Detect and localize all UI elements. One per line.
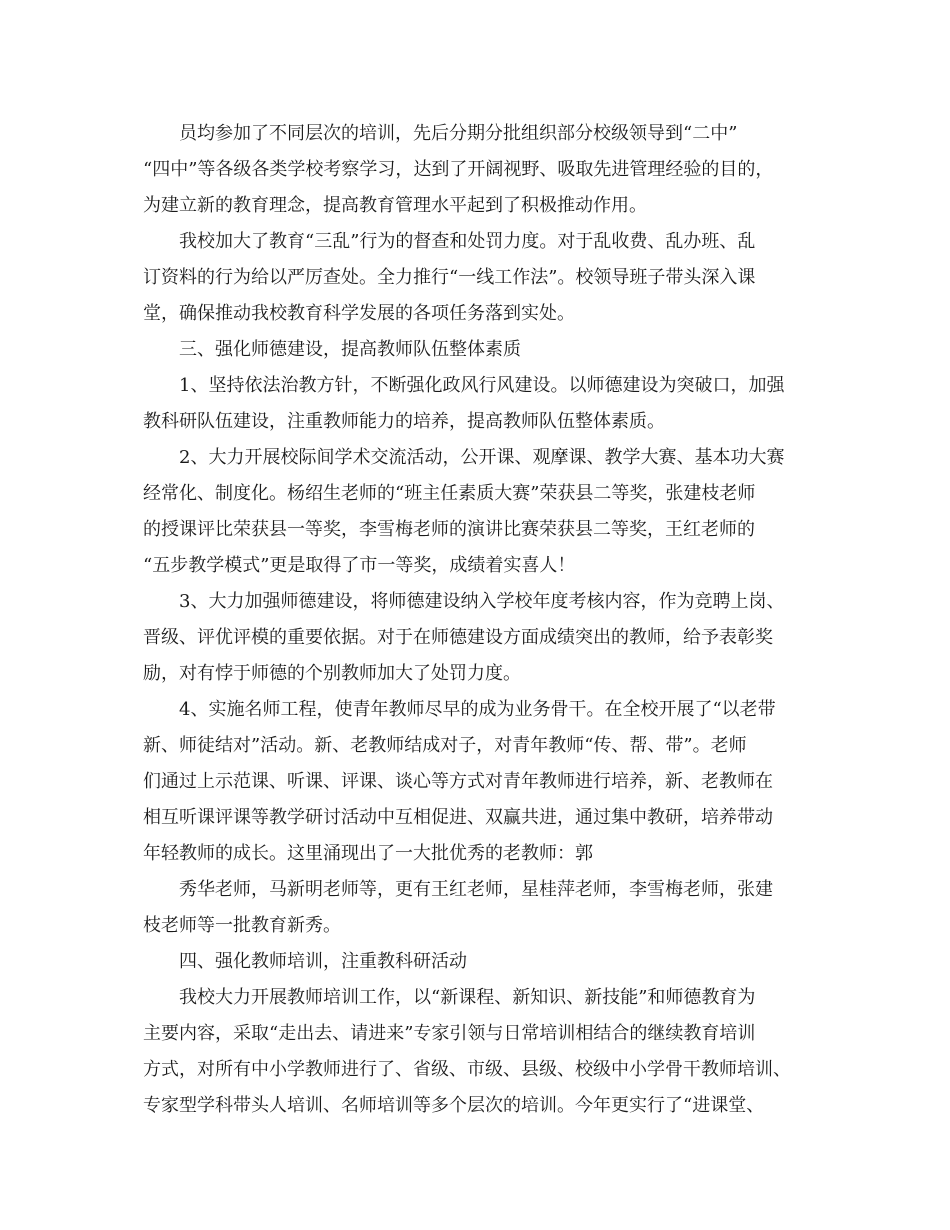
text-line: 相互听课评课等教学研讨活动中互相促进、双赢共进，通过集中教研，培养带动 [143, 807, 773, 828]
text-line: 1、坚持依法治教方针，不断强化政风行风建设。以师德建设为突破口，加强 [179, 375, 785, 396]
text-line: 新、师徒结对”活动。新、老教师结成对子，对青年教师“传、帮、带”。老师 [143, 735, 747, 756]
text-line: “五步教学模式”更是取得了市一等奖，成绩着实喜人！ [143, 555, 576, 576]
text-line: 们通过上示范课、听课、评课、谈心等方式对青年教师进行培养，新、老教师在 [143, 771, 773, 792]
text-line: 枝老师等一批教育新秀。 [143, 915, 341, 936]
text-line: 秀华老师，马新明老师等，更有王红老师，星桂萍老师，李雪梅老师，张建 [179, 879, 773, 900]
text-line: 2、大力开展校际间学术交流活动，公开课、观摩课、教学大赛、基本功大赛 [179, 447, 785, 468]
text-line: 3、大力加强师德建设，将师德建设纳入学校年度考核内容，作为竞聘上岗、 [179, 591, 785, 612]
text-line: 专家型学科带头人培训、名师培训等多个层次的培训。今年更实行了“进课堂、 [143, 1095, 765, 1116]
text-line: 经常化、制度化。杨绍生老师的“班主任素质大赛”荣获县二等奖，张建枝老师 [143, 483, 756, 504]
text-line: 四、强化教师培训，注重教科研活动 [179, 951, 467, 972]
text-line: 我校加大了教育“三乱”行为的督查和处罚力度。对于乱收费、乱办班、乱 [179, 231, 756, 252]
text-line: 年轻教师的成长。这里涌现出了一大批优秀的老教师：郭 [143, 843, 593, 864]
text-line: 教科研队伍建设，注重教师能力的培养，提高教师队伍整体素质。 [143, 411, 665, 432]
text-line: 方式，对所有中小学教师进行了、省级、市级、县级、校级中小学骨干教师培训、 [143, 1059, 791, 1080]
text-line: 我校大力开展教师培训工作，以“新课程、新知识、新技能”和师德教育为 [179, 987, 756, 1008]
text-line: 主要内容，采取“走出去、请进来”专家引领与日常培训相结合的继续教育培训 [143, 1023, 756, 1044]
document-body [143, 116, 815, 1124]
text-line: 员均参加了不同层次的培训，先后分期分批组织部分校级领导到“二中” [179, 123, 738, 144]
text-line: “四中”等各级各类学校考察学习，达到了开阔视野、吸取先进管理经验的目的， [143, 159, 774, 180]
text-line: 的授课评比荣获县一等奖，李雪梅老师的演讲比赛荣获县二等奖，王红老师的 [143, 519, 755, 540]
text-line: 订资料的行为给以严厉查处。全力推行“一线工作法”。校领导班子带头深入课 [143, 267, 756, 288]
text-line: 三、强化师德建设，提高教师队伍整体素质 [179, 339, 521, 360]
text-line: 4、实施名师工程，使青年教师尽早的成为业务骨干。在全校开展了“以老带 [179, 699, 776, 720]
text-line: 晋级、评优评模的重要依据。对于在师德建设方面成绩突出的教师，给予表彰奖 [143, 627, 773, 648]
text-line: 励，对有悖于师德的个别教师加大了处罚力度。 [143, 663, 521, 684]
text-line: 为建立新的教育理念，提高教育管理水平起到了积极推动作用。 [143, 195, 647, 216]
text-line: 堂，确保推动我校教育科学发展的各项任务落到实处。 [143, 303, 575, 324]
